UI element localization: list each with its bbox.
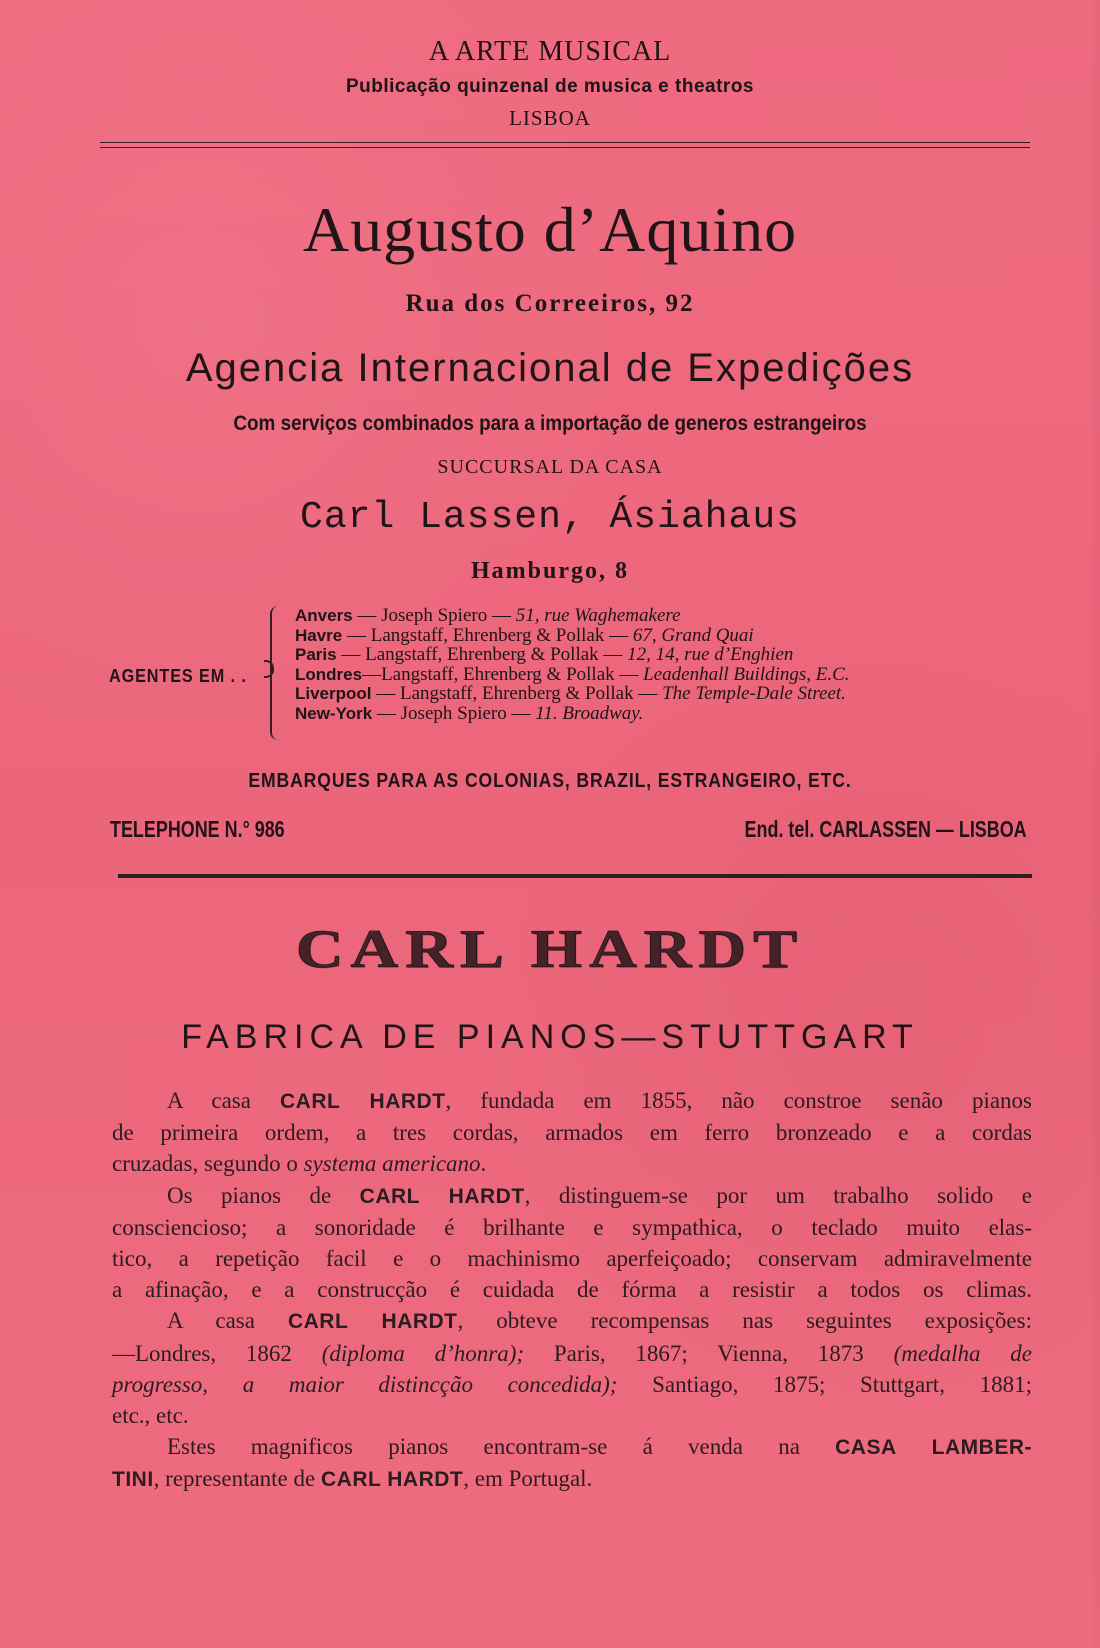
- text-fragment: , em Portugal.: [463, 1466, 593, 1492]
- text-fragment: —Londres, 1862: [112, 1340, 322, 1366]
- text-fragment: a afinação, e a construcção é cuidada de fórma a resistir a todos os climas.: [112, 1277, 1032, 1303]
- text-line: [112, 1212, 1032, 1243]
- italic-text: progresso, a maior distincção concedida);: [112, 1371, 618, 1397]
- agent-name: — Joseph Spiero —: [372, 702, 536, 724]
- company-name-emphasis: CARL HARDT: [279, 1090, 446, 1113]
- agent-city: Londres: [295, 664, 363, 684]
- company-name: Augusto d’Aquino: [302, 194, 798, 265]
- header-divider: [100, 142, 1030, 148]
- agent-row: [295, 704, 1035, 724]
- agent-city: Liverpool: [295, 684, 372, 703]
- agent-city: Havre: [295, 625, 343, 645]
- service-description: Com serviços combinados para a importação de generos estrangeiros: [233, 412, 867, 435]
- piano-brand-title: CARL HARDT: [295, 919, 805, 980]
- agent-name: — Langstaff, Ehrenberg & Pollak —: [342, 624, 633, 646]
- text-fragment: consciencioso; a sonoridade é brilhante e sympathica, o teclado muito elas-: [112, 1214, 1032, 1240]
- text-line: [112, 1431, 1032, 1463]
- telephone-number: TELEPHONE N.° 986: [110, 816, 285, 842]
- agents-label: AGENTES EM . .: [109, 666, 247, 686]
- italic-text: (diploma d’honra);: [321, 1340, 525, 1366]
- agent-city: Anvers: [295, 606, 353, 625]
- agent-row: [295, 665, 1035, 685]
- text-line: [112, 1180, 1032, 1212]
- text-fragment: Os pianos de: [167, 1182, 360, 1208]
- text-fragment: de primeira ordem, a tres cordas, armados em ferro bronzeado e a cordas: [112, 1120, 1032, 1146]
- store-name-emphasis: CASA LAMBER-: [835, 1436, 1032, 1460]
- text-fragment: Paris, 1867; Vienna, 1873: [524, 1340, 894, 1366]
- agent-address: 51, rue Waghemakere: [515, 605, 681, 626]
- agent-address: 67, Grand Quai: [632, 624, 754, 646]
- agent-address: 11. Broadway.: [535, 702, 644, 724]
- text-fragment: Estes magnificos pianos encontram-se á venda na: [167, 1434, 836, 1460]
- company-name-emphasis: CARL HARDT: [287, 1310, 458, 1334]
- agent-list: [295, 606, 1035, 723]
- agent-name: —Langstaff, Ehrenberg & Pollak —: [362, 663, 644, 685]
- text-line: [112, 1117, 1032, 1148]
- text-fragment: , distinguem-se por um trabalho solido e: [524, 1182, 1032, 1208]
- text-fragment: , obteve recompensas nas seguintes exposições:: [457, 1308, 1032, 1334]
- telegraph-address: End. tel. CARLASSEN — LISBOA: [744, 816, 1027, 842]
- text-line: [112, 1463, 1032, 1495]
- text-fragment: tico, a repetição facil e o machinismo aperfeiçoado; conservam admiravelmente: [112, 1246, 1032, 1272]
- text-fragment: , fundada em 1855, não constroe senão pianos: [445, 1088, 1032, 1113]
- text-line: [112, 1085, 1032, 1117]
- company-address: Rua dos Correeiros, 92: [405, 290, 695, 317]
- agent-name: — Langstaff, Ehrenberg & Pollak —: [336, 644, 628, 665]
- text-fragment: cruzadas, segundo o: [112, 1151, 304, 1177]
- italic-text: (medalha de: [893, 1340, 1033, 1366]
- text-line: [112, 1369, 1032, 1400]
- text-line: [112, 1274, 1032, 1305]
- company-name-emphasis: CARL HARDT: [320, 1468, 464, 1492]
- agent-address: Leadenhall Buildings, E.C.: [643, 663, 850, 685]
- agent-address: 12, 14, rue d’Enghien: [627, 644, 794, 665]
- italic-text: systema americano: [303, 1151, 481, 1177]
- factory-title: FABRICA DE PIANOS—STUTTGART: [181, 1018, 919, 1056]
- agent-row: [295, 684, 1035, 704]
- text-line: [112, 1338, 1032, 1369]
- agent-city: Paris: [295, 645, 337, 664]
- agent-row: [295, 606, 1035, 626]
- text-line: [112, 1243, 1032, 1274]
- publication-title: A ARTE MUSICAL: [428, 36, 672, 67]
- shipments-line: EMBARQUES PARA AS COLONIAS, BRAZIL, ESTRANGEIRO, ETC.: [248, 770, 852, 792]
- agent-address: The Temple-Dale Street.: [662, 683, 846, 704]
- agent-row: [295, 645, 1035, 665]
- text-fragment: A casa: [167, 1088, 280, 1113]
- branch-name: Carl Lassen, Ásiahaus: [300, 496, 800, 539]
- agency-title: Agencia Internacional de Expedições: [185, 346, 915, 390]
- text-line: [112, 1305, 1032, 1337]
- text-fragment: Santiago, 1875; Stuttgart, 1881;: [617, 1371, 1032, 1397]
- piano-description: [112, 1085, 1032, 1496]
- company-name-emphasis: CARL HARDT: [359, 1184, 525, 1208]
- text-fragment: A casa: [167, 1308, 288, 1334]
- branch-city: Hamburgo, 8: [470, 558, 629, 584]
- paper-edge-shadow: [1088, 0, 1100, 1648]
- agent-row: [295, 626, 1035, 646]
- text-fragment: .: [480, 1151, 487, 1177]
- text-fragment: , representante de: [153, 1466, 321, 1492]
- branch-label: SUCCURSAL DA CASA: [437, 456, 663, 478]
- agent-city: New-York: [295, 703, 373, 723]
- publication-city: LISBOA: [509, 106, 591, 130]
- store-name-emphasis: TINI: [112, 1468, 154, 1492]
- agents-brace: [270, 606, 281, 740]
- agent-name: — Joseph Spiero —: [352, 605, 516, 626]
- text-line: [112, 1148, 1032, 1179]
- agent-name: — Langstaff, Ehrenberg & Pollak —: [371, 683, 663, 704]
- advertisement-divider: [118, 874, 1032, 878]
- publication-subtitle: Publicação quinzenal de musica e theatros: [345, 76, 754, 97]
- text-fragment: etc., etc.: [112, 1403, 189, 1429]
- text-line: [112, 1400, 1032, 1431]
